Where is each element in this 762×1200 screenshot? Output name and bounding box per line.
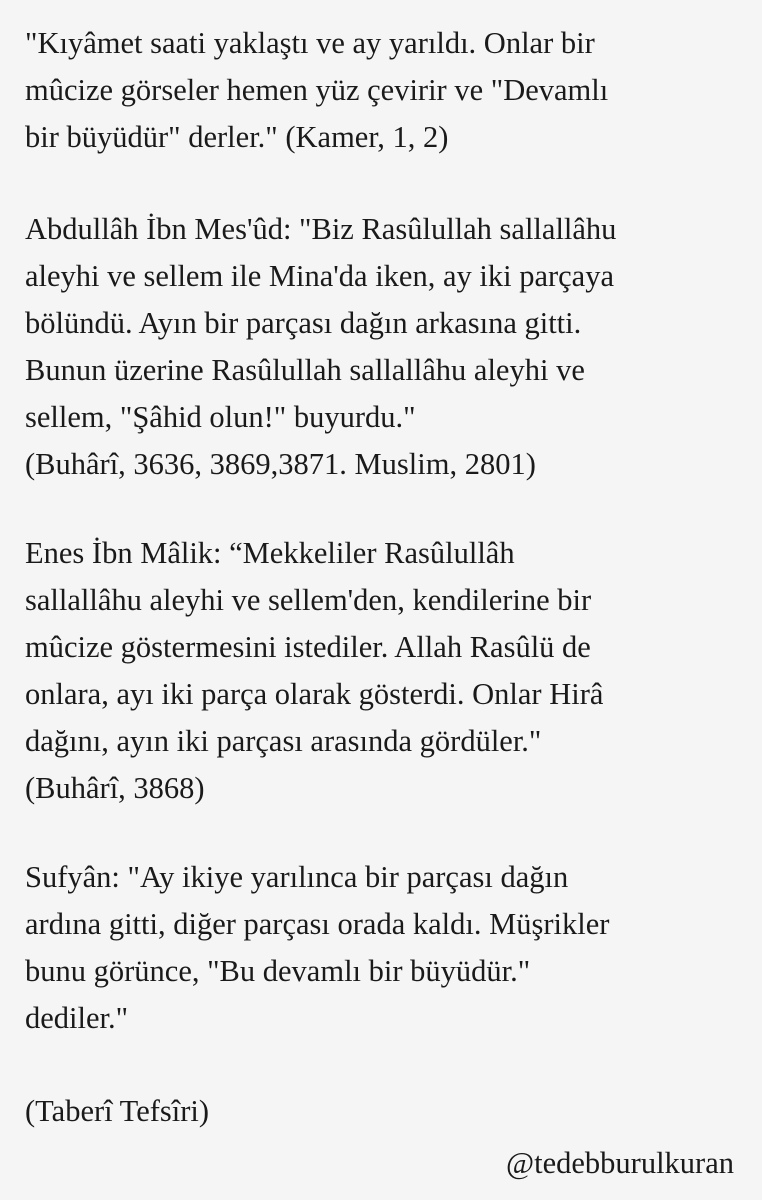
hadith-paragraph-enes	[25, 530, 745, 812]
text-line: sellem, "Şâhid olun!" buyurdu."	[25, 400, 416, 434]
text-line: Sufyân: "Ay ikiye yarılınca bir parçası dağın	[25, 860, 569, 894]
citation-line: (Buhârî, 3868)	[25, 771, 205, 805]
hadith-paragraph-abdullah	[25, 206, 745, 488]
text-line: dağını, ayın iki parçası arasında gördüler."	[25, 724, 542, 758]
text-line: dediler."	[25, 1001, 129, 1035]
text-line: mûcize görseler hemen yüz çevirir ve "Devamlı	[25, 73, 609, 107]
narration-paragraph-sufyan	[25, 854, 745, 1042]
citation-line: (Taberî Tefsîri)	[25, 1094, 210, 1128]
text-line: Bunun üzerine Rasûlullah sallallâhu aleyhi ve	[25, 353, 585, 387]
text-line: Enes İbn Mâlik: “Mekkeliler Rasûlullâh	[25, 536, 515, 570]
verse-paragraph	[25, 20, 745, 161]
text-line: mûcize göstermesini istediler. Allah Rasûlü de	[25, 630, 591, 664]
text-line: bir büyüdür" derler." (Kamer, 1, 2)	[25, 120, 449, 154]
text-line: onlara, ayı iki parça olarak gösterdi. Onlar Hirâ	[25, 677, 604, 711]
text-line: bölündü. Ayın bir parçası dağın arkasına gitti.	[25, 306, 582, 340]
text-line: "Kıyâmet saati yaklaştı ve ay yarıldı. Onlar bir	[25, 26, 595, 60]
account-handle: @tedebburulkuran	[506, 1146, 734, 1180]
source-paragraph	[25, 1088, 745, 1135]
text-line: Abdullâh İbn Mes'ûd: "Biz Rasûlullah sallallâhu	[25, 212, 617, 246]
citation-line: (Buhârî, 3636, 3869,3871. Muslim, 2801)	[25, 447, 536, 481]
text-line: bunu görünce, "Bu devamlı bir büyüdür."	[25, 954, 531, 988]
text-line: ardına gitti, diğer parçası orada kaldı. Müşrikler	[25, 907, 610, 941]
text-line: aleyhi ve sellem ile Mina'da iken, ay iki parçaya	[25, 259, 615, 293]
text-line: sallallâhu aleyhi ve sellem'den, kendilerine bir	[25, 583, 592, 617]
